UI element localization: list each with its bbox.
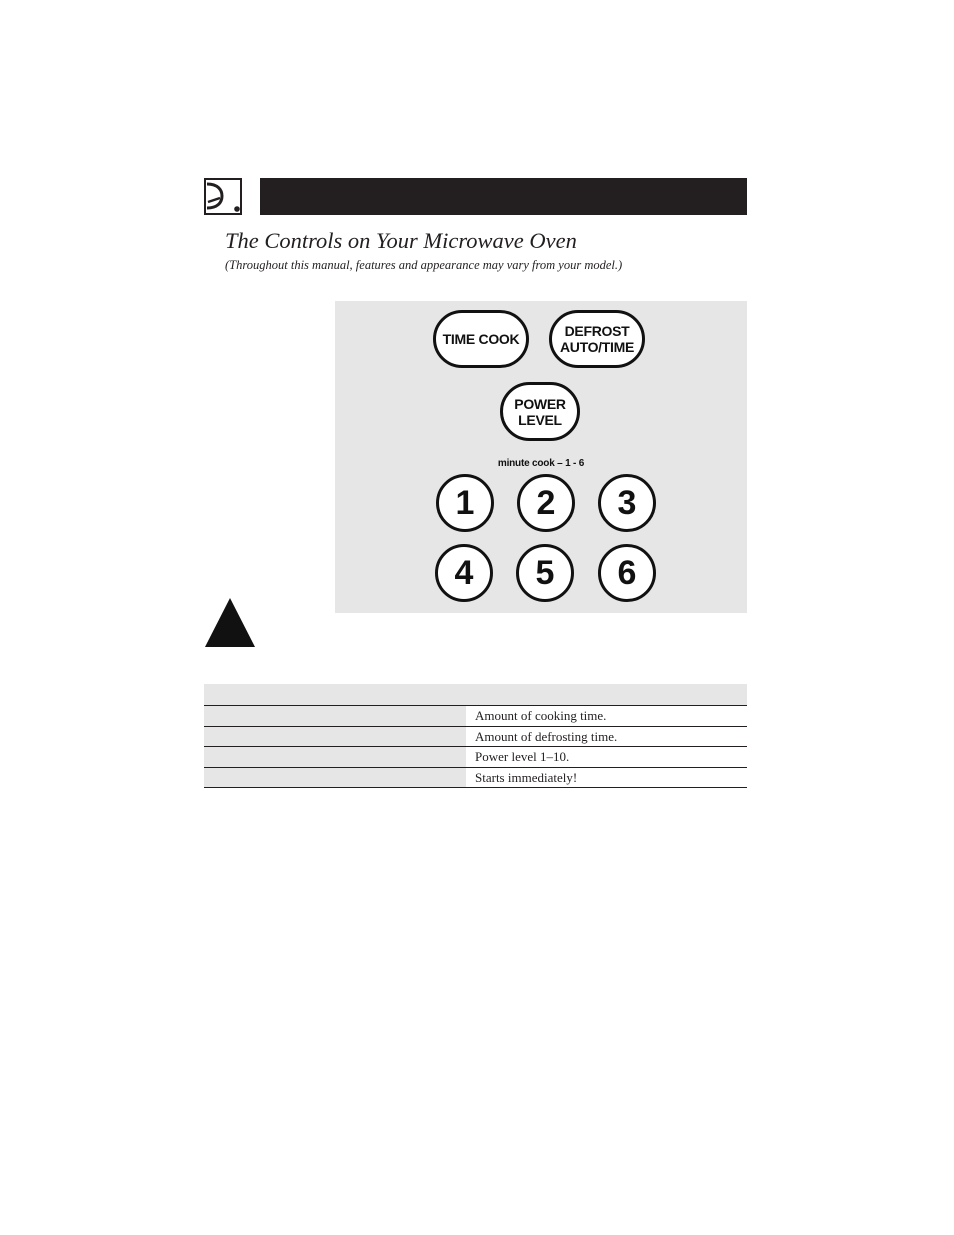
power-level-label: POWER LEVEL	[514, 395, 566, 428]
number-key-label: 5	[535, 554, 555, 592]
number-key-label: 6	[617, 554, 637, 592]
number-key-3[interactable]	[598, 474, 656, 532]
page-subtitle: (Throughout this manual, features and appearance may vary from your model.)	[225, 258, 623, 272]
time-cook-label: TIME COOK	[442, 331, 520, 347]
number-key-4[interactable]	[435, 544, 493, 602]
minute-cook-label: minute cook – 1 - 6	[497, 458, 585, 469]
table-cell-description: Power level 1–10.	[475, 749, 570, 764]
table-header	[204, 684, 747, 706]
table-cell-feature	[204, 727, 466, 747]
table-row	[204, 727, 747, 748]
feature-table	[204, 684, 747, 788]
number-key-label: 2	[536, 484, 556, 522]
table-cell-description: Amount of cooking time.	[475, 708, 607, 723]
number-key-label: 3	[617, 484, 637, 522]
control-panel	[335, 301, 747, 613]
number-key-1[interactable]	[436, 474, 494, 532]
power-level-button[interactable]	[500, 382, 580, 441]
logo-icon	[204, 178, 242, 215]
table-row	[204, 747, 747, 768]
number-key-6[interactable]	[598, 544, 656, 602]
section-header-bar	[260, 178, 747, 215]
table-row	[204, 768, 747, 789]
warning-triangle-icon	[204, 597, 256, 648]
defrost-auto-time-button[interactable]	[549, 310, 645, 368]
table-cell-description: Amount of defrosting time.	[475, 728, 618, 744]
defrost-auto-time-label: DEFROST AUTO/TIME	[559, 323, 635, 355]
number-key-label: 1	[455, 484, 475, 522]
table-cell-description: Starts immediately!	[475, 769, 578, 785]
table-cell-feature	[204, 747, 466, 767]
number-key-5[interactable]	[516, 544, 574, 602]
table-row	[204, 706, 747, 727]
number-key-label: 4	[454, 554, 474, 592]
page-title: The Controls on Your Microwave Oven	[225, 228, 577, 253]
table-cell-feature	[204, 706, 466, 726]
table-cell-feature	[204, 768, 466, 788]
number-key-2[interactable]	[517, 474, 575, 532]
time-cook-button[interactable]	[433, 310, 529, 368]
